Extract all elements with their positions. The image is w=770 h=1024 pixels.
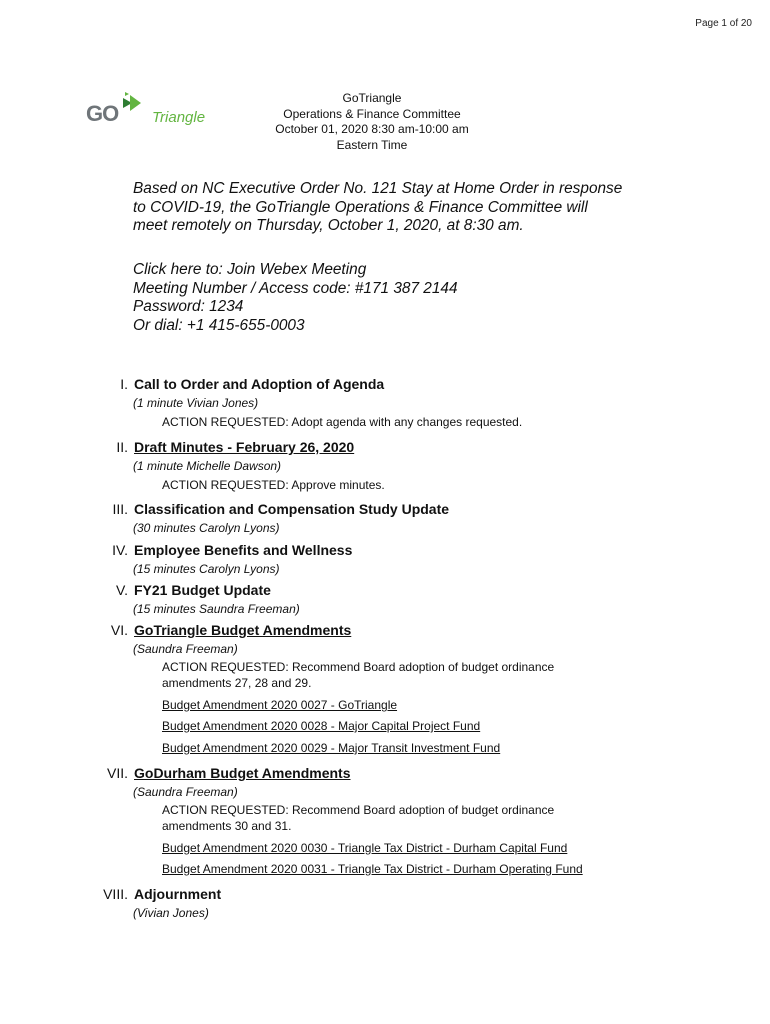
access-code: Meeting Number / Access code: #171 387 2144 [133, 279, 458, 297]
action-line: ACTION REQUESTED: Recommend Board adoption of budget ordinance [162, 803, 555, 817]
header-org: GoTriangle [342, 91, 402, 105]
agenda-title: FY21 Budget Update [134, 582, 271, 598]
action-line: ACTION REQUESTED: Recommend Board adoption of budget ordinance [162, 660, 555, 674]
agenda-presenter: (1 minute Michelle Dawson) [133, 459, 282, 473]
agenda-presenter: (15 minutes Carolyn Lyons) [133, 562, 280, 576]
header-datetime: October 01, 2020 8:30 am-10:00 am [275, 122, 469, 136]
agenda-presenter: (Saundra Freeman) [133, 642, 238, 656]
agenda-number: I. [120, 376, 128, 392]
notice-line: Based on NC Executive Order No. 121 Stay at Home Order in response [133, 180, 623, 197]
header-committee: Operations & Finance Committee [283, 106, 461, 121]
agenda-title-link[interactable]: GoDurham Budget Amendments [134, 765, 351, 781]
notice-line: to COVID-19, the GoTriangle Operations & Finance Committee will [133, 198, 588, 216]
agenda-number: VII. [106, 765, 128, 781]
header-timezone: Eastern Time [336, 137, 408, 152]
agenda-title-link[interactable]: Draft Minutes - February 26, 2020 [134, 439, 355, 455]
agenda-number: VIII. [103, 886, 128, 902]
action-line: amendments 27, 28 and 29. [162, 675, 312, 690]
budget-amendment-link[interactable]: Budget Amendment 2020 0029 - Major Transit Investment Fund [162, 741, 501, 755]
password: Password: 1234 [133, 298, 244, 315]
agenda-title: Employee Benefits and Wellness [134, 542, 353, 558]
agenda-number: VI. [110, 622, 128, 638]
budget-amendment-link[interactable]: Budget Amendment 2020 0030 - Triangle Tax District - Durham Capital Fund [162, 841, 568, 855]
budget-amendment-link[interactable]: Budget Amendment 2020 0028 - Major Capital Project Fund [162, 719, 481, 733]
action-requested: ACTION REQUESTED: Adopt agenda with any changes requested. [162, 415, 523, 429]
agenda-number: V. [116, 582, 128, 598]
gotriangle-logo [86, 92, 216, 132]
agenda-presenter: (1 minute Vivian Jones) [133, 396, 259, 410]
agenda-number: II. [116, 439, 128, 455]
agenda-presenter: (30 minutes Carolyn Lyons) [133, 521, 280, 535]
join-webex-link[interactable]: Click here to: Join Webex Meeting [133, 261, 367, 278]
agenda-presenter: (Vivian Jones) [133, 906, 209, 920]
agenda-title-link[interactable]: GoTriangle Budget Amendments [134, 622, 352, 638]
agenda-presenter: (15 minutes Saundra Freeman) [133, 602, 300, 616]
remote-meeting-notice [133, 180, 633, 236]
action-line: amendments 30 and 31. [162, 818, 292, 833]
agenda-presenter: (Saundra Freeman) [133, 785, 238, 799]
budget-amendment-link[interactable]: Budget Amendment 2020 0031 - Triangle Tax District - Durham Operating Fund [162, 862, 583, 876]
action-requested: ACTION REQUESTED: Approve minutes. [162, 478, 385, 492]
agenda-title: Call to Order and Adoption of Agenda [134, 376, 385, 392]
logo-triangle-text: Triangle [152, 109, 206, 126]
logo-arrows-icon [121, 92, 145, 118]
logo-go-text: GO [86, 101, 119, 126]
notice-line: meet remotely on Thursday, October 1, 2020, at 8:30 am. [133, 217, 524, 234]
page-number: Page 1 of 20 [695, 18, 752, 29]
meeting-access-info [133, 261, 633, 335]
agenda-title: Adjournment [134, 886, 222, 902]
agenda-title: Classification and Compensation Study Update [134, 501, 450, 517]
budget-amendment-link[interactable]: Budget Amendment 2020 0027 - GoTriangle [162, 698, 398, 712]
agenda-number: III. [112, 501, 128, 517]
meeting-header [222, 91, 522, 153]
agenda-number: IV. [112, 542, 128, 558]
action-requested [162, 803, 582, 834]
action-requested [162, 660, 582, 691]
dial-in: Or dial: +1 415-655-0003 [133, 316, 305, 334]
